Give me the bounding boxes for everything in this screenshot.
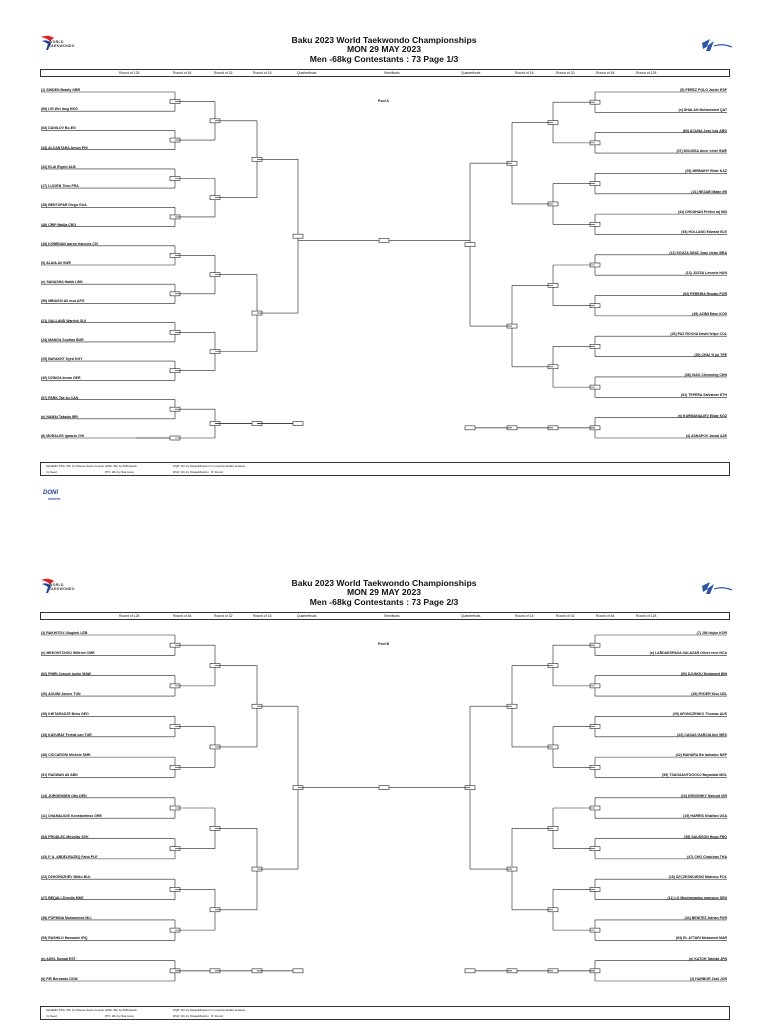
participant-name: (11) LO Mouhamadou mansour SEN <box>667 895 727 900</box>
participant-name: (n) SANASHA Habib LBN <box>41 280 83 285</box>
participant-name: (n) AKEL Suwad EST <box>41 956 76 961</box>
participant-name: (25) BAYAKHT Syed KGY <box>41 357 83 362</box>
participant-name: (47) CHO Chaichan THA <box>687 854 727 859</box>
participant-name: (30) AOUINI Jasser TUN <box>41 692 81 697</box>
legend-box <box>40 462 730 476</box>
participant-name: (58) SAUSSON Hugo FRO <box>684 834 727 839</box>
championship-title: Baku 2023 World Taekwondo Championships <box>291 578 477 588</box>
round-label: Round of 16 <box>515 614 534 618</box>
participant-name: (63) EL ATTARI Mohamed MAR <box>675 936 727 941</box>
participant-name: (18) SZCZESNOWSKI Mateusz POL <box>668 875 727 880</box>
match-box <box>465 969 475 973</box>
legend-box <box>40 1006 730 1020</box>
participant-name: (n) LARDAESPADA SALAZAR Oliver rene NCA <box>649 651 727 656</box>
participant-name: (15) HARRIS Khalfani USA <box>683 814 727 819</box>
participant-name: (43) F. A. ABDELRAZEQ Fahd PLE <box>41 854 98 859</box>
participant-name: (38) BENTUPAR Diego GUA <box>41 203 87 208</box>
participant-name: (38) POPINNA Muhammed MLI <box>41 915 92 920</box>
round-label: Round of 16 <box>515 71 534 75</box>
participant-name: (37) MOUSSA Amer ciner SWE <box>676 149 727 154</box>
participant-name: (64) DANILOV Bo-EN <box>41 126 76 131</box>
participant-name: (62) PHIRI Joseph junior MAW <box>41 671 91 676</box>
participant-name: (12) SOUZA DINIZ Joao victor BRA <box>669 250 727 255</box>
participant-name: (52) PEREIRA Renato POR <box>682 291 727 296</box>
bracket-page-2 <box>0 543 768 1024</box>
round-label: Round of 32 <box>214 71 233 75</box>
round-label: Quarterfinals <box>297 614 317 618</box>
round-label: Semifinals <box>384 71 400 75</box>
sponsor-logo: DONI SPORTS <box>43 490 61 501</box>
legend-item: DQB: Win by Disqualification for unsportsmanlike behavior <box>173 464 246 468</box>
legend-item: PTF: Win by final score <box>105 1014 134 1018</box>
participant-name: (5) PEREZ POLO Javier ESP <box>680 88 727 92</box>
round-label: Quarterfinals <box>461 614 481 618</box>
match-box <box>293 969 303 973</box>
participant-name: (32) ELAI Elgein ALB <box>41 164 76 169</box>
round-label: Round of 64 <box>596 614 615 618</box>
participant-name: (34) BENITEZ Adrian PUR <box>684 915 727 920</box>
world-taekwondo-wordmark: WORLD TAEKWONDO <box>49 583 75 591</box>
participant-name: (9) ALAIA Ali SWE <box>41 261 71 265</box>
legend-item: (n) Seed <box>46 1014 57 1018</box>
participant-name: (n) KATOH Takeda JPN <box>688 956 727 961</box>
round-label: Quarterfinals <box>461 71 481 75</box>
participant-name: (20) PAZ ROCHA David felipe COL <box>670 332 727 337</box>
participant-name: (1) SINDEN Bradly GBR <box>41 88 81 92</box>
legend-item: R: Round <box>211 470 223 474</box>
legend-item: DSQ: Win by Disqualification <box>173 470 209 474</box>
participant-name: (61) TEPERA Salvatore ETH <box>681 393 727 398</box>
participant-name: (11) CHAMALIDIS Konstantinos GRE <box>41 814 102 819</box>
participant-name: (17) LUCIEN Theo FRA <box>41 184 79 189</box>
participant-name: (57) PARK Tae ku CAN <box>41 395 79 400</box>
participant-name: (46) CRIP Matija CRO <box>41 222 77 227</box>
participant-name: (10) KRIVISHKY Nimrod ISR <box>680 793 727 798</box>
participant-name: (16) KOBENAN Aaron francois CIV <box>41 241 99 246</box>
participant-name: (2) HARBOR Zaid JOR <box>690 977 727 981</box>
participant-name: (55) TSAGAANTOGOOJ Bayanbat MGL <box>662 773 727 778</box>
round-label: Round of 32 <box>214 614 233 618</box>
participant-name: (13) JOZSA Levente HUN <box>685 271 727 276</box>
bracket-lines <box>0 543 768 1024</box>
round-label: Round of 16 <box>253 71 272 75</box>
participant-name: (23) CASAS GARCIA Iker MEX <box>677 732 727 737</box>
participant-name: (46) CICCARONI Michele SMR <box>41 753 91 758</box>
world-taekwondo-wordmark: WORLD TAEKWONDO <box>49 40 75 48</box>
participant-name: (27) BEQALI Zinedin MKE <box>41 895 84 900</box>
participant-name: (33) ALCANTARA Arnon PHI <box>41 145 88 150</box>
event-date: MON 29 MAY 2023 <box>346 587 422 598</box>
participant-name: (59) RASHILD Hassanin IRQ <box>41 936 88 941</box>
legend-item: LEGEND: PSC: Win by Referee Stops Contest <box>46 464 104 468</box>
participant-name: (22) DZHORDZHEV Mitko BUL <box>41 875 91 880</box>
participant-name: (36) XIAO Chenming CHN <box>684 372 727 377</box>
participant-name: (24) MANGA Soufian BUR <box>41 337 84 342</box>
participant-name: (51) RADWAN Ali ABN <box>41 773 78 778</box>
legend-item: DSQ: Win by Disqualification <box>173 1014 209 1018</box>
participant-name: (n) SHALAN Mohammed QAT <box>678 108 727 113</box>
round-label: Round of 32 <box>556 71 575 75</box>
pool-label: Pool B <box>378 642 390 646</box>
participant-name: (42) MAHARA Bir bahadur NEP <box>675 753 727 758</box>
championship-title: Baku 2023 World Taekwondo Championships <box>291 35 477 45</box>
participant-name: (n) NAMAI Takado IRR <box>41 414 78 419</box>
legend-item: PTF: Win by final score <box>105 470 134 474</box>
round-label: Round of 64 <box>596 71 615 75</box>
match-box <box>293 422 303 426</box>
participant-name: (3) RAKHITOV Ulugbek UZB <box>41 631 88 635</box>
participant-name: (35) KHITARADZE Beka GEO <box>41 712 89 717</box>
round-label: Round of 128 <box>636 71 657 75</box>
participant-name: (50) DJUNGU Muhamed BIH <box>680 671 727 676</box>
participant-name: (89) LEI Wei lang HKG <box>41 107 78 112</box>
participant-name: (4) ASHAPOV Javad AZE <box>685 434 727 438</box>
match-box <box>465 426 475 430</box>
match-box <box>379 238 389 242</box>
participant-name: (40) DZINGA Imran GER <box>41 376 81 381</box>
match-box <box>379 786 389 790</box>
participant-name: (n) KURMANALIEV Eldar KGZ <box>677 413 727 418</box>
pool-label: Pool A <box>378 99 389 103</box>
participant-name: (29) CHIU Yi jui TPE <box>694 352 727 357</box>
round-label: Round of 128 <box>119 71 140 75</box>
participant-name: (21) GALLAND Warrick SUI <box>41 318 86 323</box>
round-label: Round of 64 <box>173 71 192 75</box>
match-box <box>293 234 303 238</box>
match-box <box>465 243 475 247</box>
participant-name: (6) PIE Bernardo DOM <box>41 977 78 981</box>
legend-item: R: Round <box>211 1014 223 1018</box>
participant-name: (n) MEKONTCHOU Wilfried CMR <box>41 651 95 656</box>
event-date: MON 29 MAY 2023 <box>346 44 422 55</box>
legend-item: DQB: Win by Disqualification for unsportsmanlike behavior <box>173 1008 246 1012</box>
legend-item: WDR: Win by Withdrawal <box>105 1008 137 1012</box>
participant-name: (28) MIRMAHY Eldar KAZ <box>685 169 727 174</box>
participant-name: (56) MBIASSI Ali reza AFG <box>41 299 85 304</box>
participant-name: (8) MORALES Ignacio CHI <box>41 434 84 438</box>
participant-name: (7) JIN Hojun KOR <box>696 631 727 635</box>
legend-item: WDR: Win by Withdrawal <box>105 464 137 468</box>
participant-name: (21) REZAEI Matin IRI <box>691 189 727 194</box>
participant-name: (14) JORGENSEN Otto DEN <box>41 793 87 798</box>
participant-name: (45) AZIMI Edon KOS <box>692 311 727 316</box>
round-label: Round of 128 <box>636 614 657 618</box>
participant-name: (60) ACUNA Jose luis ARG <box>682 128 727 133</box>
round-label: Semifinals <box>384 614 400 618</box>
round-label: Quarterfinals <box>297 71 317 75</box>
legend-item: LEGEND: PSC: Win by Referee Stops Contest <box>46 1008 104 1012</box>
round-label: Round of 32 <box>556 614 575 618</box>
participant-name: (44) CHOUHAN Prithvi raj IND <box>677 210 727 215</box>
participant-name: (26) RYDER Kiso NZL <box>691 692 727 697</box>
round-label: Round of 16 <box>253 614 272 618</box>
participant-name: (39) AFONCZENKO Thomas AUS <box>672 712 727 717</box>
round-label: Round of 64 <box>173 614 192 618</box>
round-label: Round of 128 <box>119 614 140 618</box>
legend-item: (n) Seed <box>46 470 57 474</box>
participant-name: (53) HOLLAND Edward ELE <box>681 230 727 235</box>
event-subtitle: Men -68kg Contestants : 73 Page 1/3 <box>309 53 459 64</box>
event-subtitle: Men -68kg Contestants : 73 Page 2/3 <box>309 596 459 607</box>
participant-name: (54) PRODLEC Miroslav SVK <box>41 834 89 839</box>
participant-name: (19) KAVURAT Ferhat can TUR <box>41 732 92 737</box>
